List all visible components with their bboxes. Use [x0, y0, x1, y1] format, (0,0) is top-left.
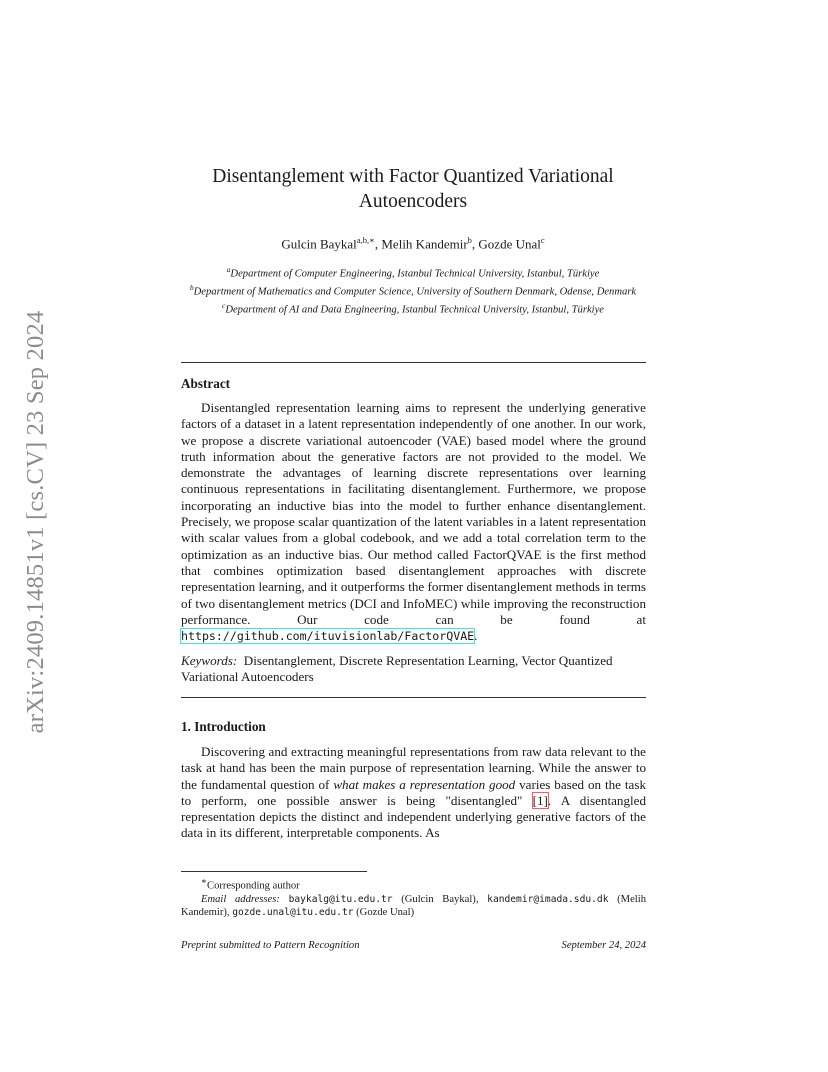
abstract-text: Disentangled representation learning aims to represent the underlying generative factors of a dataset in a latent representation independently of one another. In our work, we propose a discrete variational autoencoder (VAE) based model where the ground truth information about the generative factors are not provided to the model. We demonstrate the advantages of learning discrete representations over learning continuous representations in facilitating disentanglement. Furthermore, we propose incorporating an inductive bias into the model to further enhance disentanglement. Precisely, we propose scalar quantization of the latent variables in a latent representation with scalar values from a global codebook, and we add a total correlation term to the optimization as an inductive bias. Our method called FactorQVAE is the first method that combines optimization based disentanglement approaches with discrete representation learning, and it outperforms the former disentanglement methods in terms of two disentanglement metrics (DCI and InfoMEC) while improving the reconstruction performance. Our code can be found at	[181, 400, 646, 627]
introduction-paragraph	[181, 744, 646, 842]
footnote-corresponding	[181, 875, 646, 893]
footer-date: September 24, 2024	[561, 940, 646, 951]
affiliations	[175, 263, 651, 317]
keywords	[181, 653, 646, 686]
affiliation-mark: b	[189, 282, 194, 292]
author-name: Gozde Unal	[478, 236, 541, 252]
email-label: Email addresses:	[201, 893, 280, 905]
affiliation	[175, 281, 651, 299]
affiliation-text: Department of Computer Engineering, Istanbul Technical University, Istanbul, Türkiye	[230, 268, 600, 280]
email-owner: (Gozde Unal)	[356, 907, 415, 919]
abstract-heading: Abstract	[181, 376, 231, 391]
abstract-end: .	[474, 628, 478, 644]
code-url-link[interactable]: https://github.com/ituvisionlab/FactorQVAE	[181, 629, 475, 644]
arxiv-identifier: arXiv:2409.14851v1 [cs.CV] 23 Sep 2024	[22, 310, 49, 734]
paper-title	[181, 164, 645, 214]
affiliation-text: Department of AI and Data Engineering, Istanbul Technical University, Istanbul, Türkiye	[225, 304, 605, 316]
author-affiliation-mark: c	[540, 235, 545, 245]
citation-link[interactable]: [1]	[532, 792, 548, 808]
intro-text: . A disentangled representation depicts the distinct and independent underlying generative factors of the data in its different, interpretable components. As	[181, 792, 646, 841]
keywords-label: Keywords:	[181, 653, 238, 668]
affiliation-text: Department of Mathematics and Computer Science, University of Southern Denmark, Odense, Denmark	[193, 286, 637, 298]
footnotes	[181, 875, 646, 920]
email-owner: (Gulcin Baykal),	[401, 893, 479, 905]
author-affiliation-mark: b	[467, 235, 472, 245]
title-line: Autoencoders	[358, 191, 468, 212]
email-address[interactable]: kandemir@imada.sdu.dk	[487, 893, 609, 905]
footnote-mark: ∗	[201, 876, 208, 886]
intro-text: Discovering and extracting meaningful representations from raw data relevant to the task at hand has been the main purpose of representation learning. While the answer to the fundamental question of	[181, 744, 646, 792]
intro-emphasis: what makes a representation good	[333, 776, 516, 792]
abstract-top-rule	[181, 362, 646, 363]
footnote-emails	[181, 893, 646, 920]
intro-text: varies based on the task to perform, one possible answer is being "disentangled"	[181, 776, 646, 808]
footnote-rule	[181, 871, 367, 872]
abstract-body	[181, 400, 646, 644]
affiliation-mark: c	[221, 300, 226, 310]
footnote-text: Corresponding author	[207, 880, 300, 892]
section-heading-introduction: 1. Introduction	[181, 719, 266, 734]
affiliation-mark: a	[226, 265, 231, 274]
author-list: Gulcin Baykal$^{a,b,∗}$, Melih Kandemir$^b$, Gozde Unal$^c$	[281, 235, 545, 252]
footer-journal: Preprint submitted to Pattern Recognition	[181, 940, 360, 951]
abstract-bottom-rule	[181, 697, 646, 698]
author-name: Gulcin Baykal	[281, 236, 357, 252]
author-name: Melih Kandemir	[381, 236, 468, 252]
author-affiliation-mark: a,b,∗	[356, 235, 375, 245]
affiliation	[175, 299, 651, 317]
keywords-text: Disentanglement, Discrete Representation Learning, Vector Quantized Variational Autoencoders	[181, 653, 613, 685]
affiliation	[175, 263, 651, 281]
email-owner: (Melih Kandemir),	[181, 893, 646, 919]
email-address[interactable]: gozde.unal@itu.edu.tr	[232, 907, 354, 919]
title-line: Disentanglement with Factor Quantized Variational	[212, 166, 614, 187]
email-address[interactable]: baykalg@itu.edu.tr	[288, 893, 393, 905]
